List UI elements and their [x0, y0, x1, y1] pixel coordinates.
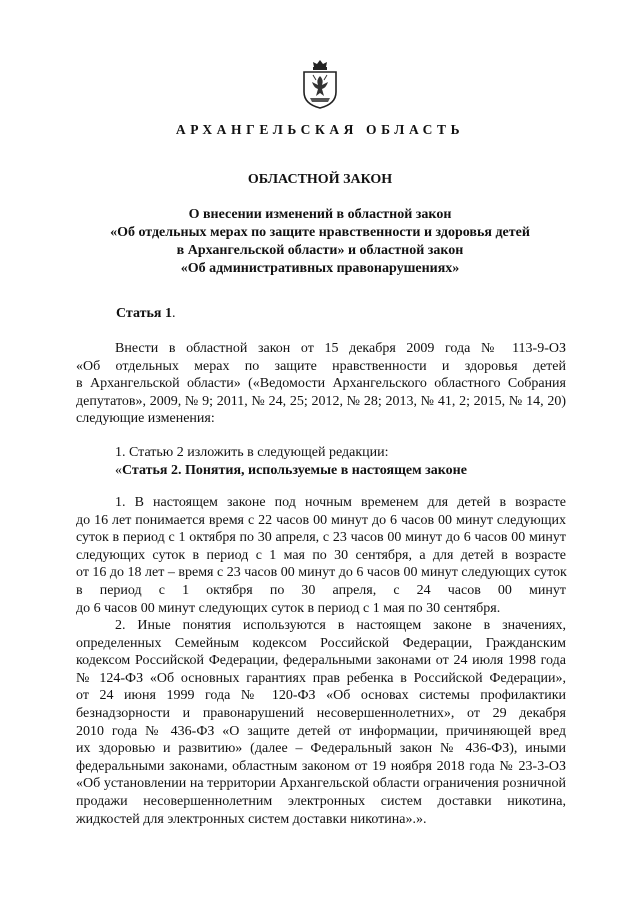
text-line: в Архангельской области» («Ведомости Архангельского областного Собрания [76, 376, 566, 392]
text-line: следующих суток в период с 1 мая по 30 сентября, а для детей в возрасте [76, 547, 566, 563]
text-line: до 6 часов 00 минут следующих суток в период с 1 мая по 30 сентября. [76, 600, 501, 616]
article-2-heading-line [76, 462, 566, 480]
text-line: в период с 1 октября по 30 апреля, с 24 часов 00 минут [76, 582, 566, 598]
text-line: до 16 лет понимается время с 22 часов 00 минут до 6 часов 00 минут следующих [76, 512, 566, 528]
text-line: федеральными законами, областным законом от 19 ноября 2018 года № 23-3-ОЗ [76, 758, 566, 774]
text-line: суток в период с 1 октября по 30 апреля, с 23 часов 00 минут до 6 часов 00 минут [76, 530, 566, 546]
text-line: 1. В настоящем законе под ночным временем для детей в возрасте [115, 495, 566, 510]
intro-paragraph [76, 340, 566, 428]
article-2-paragraph-2 [76, 617, 566, 828]
law-title-line: О внесении изменений в областной закон [188, 207, 452, 222]
text-line: 2010 года № 436-ФЗ «О защите детей от информации, причиняющей вред [76, 723, 566, 739]
law-title-line: в Архангельской области» и областной закон [176, 243, 464, 258]
quote-open: « [115, 462, 122, 478]
article-1-heading-dot: . [171, 306, 176, 321]
text-line: продажи несовершеннолетним электронных систем доставки никотина, [76, 793, 566, 809]
item-1-text: 1. Статью 2 изложить в следующей редакции: [115, 445, 389, 460]
text-line: следующие изменения: [76, 411, 215, 427]
article-2-paragraph-1 [76, 494, 566, 617]
text-line: депутатов», 2009, № 9; 2011, № 24, 25; 2012, № 28; 2013, № 41, 2; 2015, № 14, 20) [76, 393, 566, 409]
article-1-heading [116, 306, 175, 322]
text-line: их здоровью и развитию» (далее – Федеральный закон № 436-ФЗ), иными [76, 741, 566, 757]
text-line: от 16 до 18 лет – время с 23 часов 00 минут до 6 часов 00 минут следующих суток [76, 565, 567, 581]
text-line: безнадзорности и правонарушений несовершеннолетних», от 29 декабря [76, 705, 566, 721]
coat-of-arms-icon [300, 58, 340, 110]
law-title-line: «Об отдельных мерах по защите нравственности и здоровья детей [110, 225, 530, 240]
text-line: «Об отдельных мерах по защите нравственности и здоровья детей [76, 358, 566, 374]
text-line: жидкостей для электронных систем доставки никотина».». [76, 811, 427, 827]
region-name: АРХАНГЕЛЬСКАЯ ОБЛАСТЬ [175, 122, 465, 137]
item-1 [76, 444, 566, 479]
law-title-line: «Об административных правонарушениях» [180, 261, 460, 276]
text-line: определенных Семейным кодексом Российской Федерации, Гражданским [76, 635, 566, 651]
text-line: Внести в областной закон от 15 декабря 2009 года № 113-9-ОЗ [115, 341, 566, 356]
law-title [60, 206, 580, 278]
law-type-heading: ОБЛАСТНОЙ ЗАКОН [247, 172, 393, 187]
article-1-heading-text: Статья 1 [116, 306, 172, 321]
text-line: от 24 июня 1999 года № 120-ФЗ «Об основах системы профилактики [76, 688, 566, 704]
text-line: «Об установлении на территории Архангельской области ограничения розничной [76, 776, 566, 792]
text-line: № 124-ФЗ «Об основных гарантиях прав ребенка в Российской Федерации», [76, 670, 566, 686]
article-2-heading: Статья 2. Понятия, используемые в настоящем законе [122, 462, 467, 478]
text-line: кодексом Российской Федерации, федеральными законами от 24 июля 1998 года [76, 653, 566, 669]
text-line: 2. Иные понятия используются в настоящем законе в значениях, [115, 618, 566, 633]
